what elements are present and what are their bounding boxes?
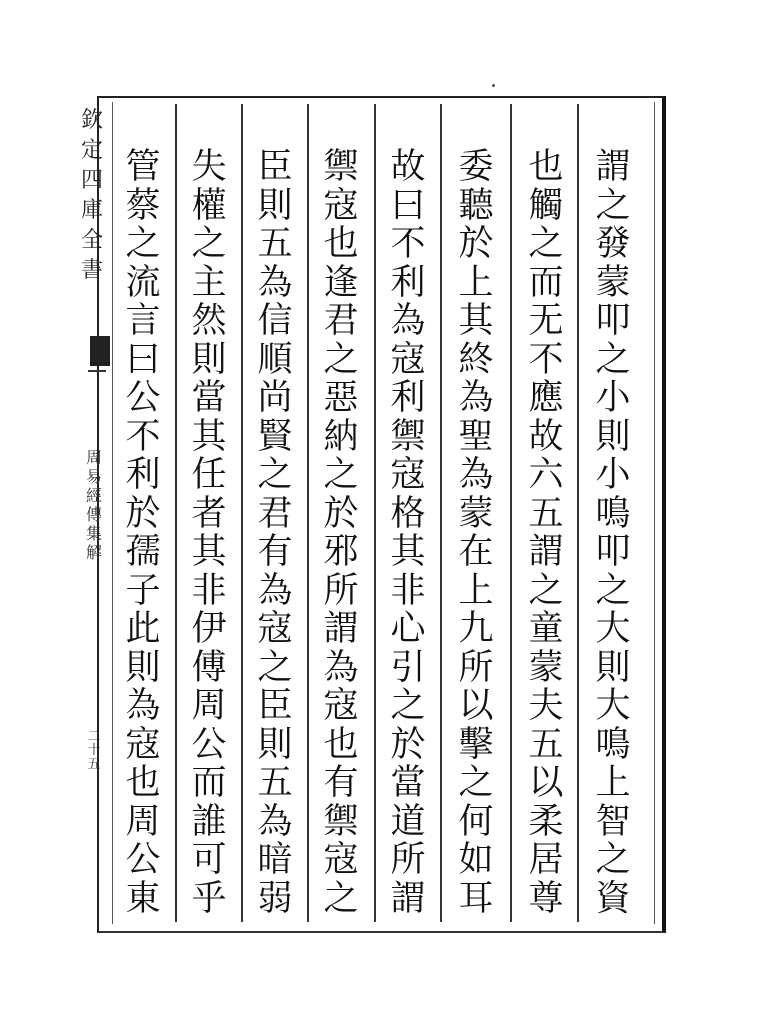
character: 蒙 xyxy=(595,262,631,303)
character: 耳 xyxy=(458,878,494,919)
character: 東 xyxy=(125,878,161,919)
character: 五 xyxy=(257,763,293,803)
character: 終 xyxy=(458,339,494,380)
character: 大 xyxy=(595,609,631,649)
character: 然 xyxy=(191,301,227,341)
character: 解 xyxy=(85,543,102,562)
character: 在 xyxy=(458,532,494,572)
character: 公 xyxy=(125,378,161,418)
character: 寇 xyxy=(390,339,426,380)
character: 所 xyxy=(390,840,426,880)
character: 公 xyxy=(125,840,161,880)
character: 則 xyxy=(191,339,227,380)
character: 无 xyxy=(528,301,564,341)
margin-page-number xyxy=(84,730,104,772)
margin-book-title xyxy=(78,106,106,286)
character: 於 xyxy=(125,493,161,534)
character: 為 xyxy=(257,262,293,303)
character: 以 xyxy=(528,763,564,803)
column-rule xyxy=(440,104,442,922)
fishtail-rule xyxy=(88,370,106,372)
character: 寇 xyxy=(390,455,426,495)
character: 禦 xyxy=(323,147,359,187)
fishtail-mark xyxy=(90,336,110,366)
character: 惡 xyxy=(323,378,359,418)
character: 臣 xyxy=(257,686,293,726)
character: 非 xyxy=(390,570,426,611)
character: 謂 xyxy=(323,609,359,649)
character: 發 xyxy=(595,224,631,264)
character: 之 xyxy=(595,339,631,380)
character: 蔡 xyxy=(125,185,161,226)
character: 謂 xyxy=(390,878,426,919)
character: 道 xyxy=(390,801,426,842)
character: 之 xyxy=(458,763,494,803)
character: 故 xyxy=(390,147,426,187)
character: 小 xyxy=(595,455,631,495)
character: 蒙 xyxy=(458,493,494,534)
character: 逢 xyxy=(323,262,359,303)
text-column-2 xyxy=(523,147,569,920)
character: 所 xyxy=(458,647,494,688)
character: 其 xyxy=(191,416,227,457)
character: 伊 xyxy=(191,609,227,649)
character: 禦 xyxy=(323,801,359,842)
character: 主 xyxy=(191,262,227,303)
character: 納 xyxy=(323,416,359,457)
character: 當 xyxy=(191,378,227,418)
column-rule xyxy=(241,104,243,922)
character: 為 xyxy=(323,647,359,688)
character: 五 xyxy=(87,757,101,772)
column-rule xyxy=(510,104,512,922)
character: 何 xyxy=(458,801,494,842)
character: 欽 xyxy=(80,108,103,133)
text-column-1 xyxy=(590,147,636,920)
character: 任 xyxy=(191,455,227,495)
character: 夫 xyxy=(528,686,564,726)
character: 觸 xyxy=(528,185,564,226)
character: 順 xyxy=(257,339,293,380)
character: 管 xyxy=(125,147,161,187)
character: 上 xyxy=(458,262,494,303)
character: 童 xyxy=(528,609,564,649)
scan-speck xyxy=(492,84,495,87)
character: 易 xyxy=(85,467,102,486)
character: 為 xyxy=(458,455,494,495)
character: 之 xyxy=(528,224,564,264)
character: 寇 xyxy=(323,840,359,880)
character: 不 xyxy=(125,416,161,457)
character: 所 xyxy=(323,570,359,611)
character: 書 xyxy=(80,258,103,283)
character: 之 xyxy=(323,878,359,919)
character: 之 xyxy=(125,224,161,264)
character: 謂 xyxy=(528,532,564,572)
character: 則 xyxy=(257,724,293,765)
character: 可 xyxy=(191,840,227,880)
character: 曰 xyxy=(390,185,426,226)
character: 集 xyxy=(85,524,102,543)
character: 利 xyxy=(390,378,426,418)
character: 寇 xyxy=(323,185,359,226)
text-column-8 xyxy=(120,147,166,920)
character: 寇 xyxy=(323,686,359,726)
character: 之 xyxy=(323,339,359,380)
character: 為 xyxy=(257,570,293,611)
character: 之 xyxy=(595,570,631,611)
margin-chapter-title xyxy=(82,448,106,562)
character: 非 xyxy=(191,570,227,611)
character: 五 xyxy=(528,493,564,534)
character: 之 xyxy=(390,686,426,726)
character: 傅 xyxy=(191,647,227,688)
character: 叩 xyxy=(595,532,631,572)
character: 委 xyxy=(458,147,494,187)
character: 資 xyxy=(595,878,631,919)
character: 其 xyxy=(390,532,426,572)
character: 之 xyxy=(191,224,227,264)
character: 聽 xyxy=(458,185,494,226)
character: 之 xyxy=(257,455,293,495)
character: 有 xyxy=(323,763,359,803)
character: 權 xyxy=(191,185,227,226)
character: 孺 xyxy=(125,532,161,572)
character: 為 xyxy=(458,378,494,418)
character: 也 xyxy=(323,224,359,264)
character: 失 xyxy=(191,147,227,187)
character: 則 xyxy=(595,647,631,688)
character: 引 xyxy=(390,647,426,688)
character: 也 xyxy=(323,724,359,765)
character: 弱 xyxy=(257,878,293,919)
character: 鳴 xyxy=(595,493,631,534)
character: 為 xyxy=(390,301,426,341)
character: 公 xyxy=(191,724,227,765)
character: 利 xyxy=(390,262,426,303)
character: 定 xyxy=(80,138,103,163)
character: 周 xyxy=(85,448,102,467)
character: 言 xyxy=(125,301,161,341)
text-column-5 xyxy=(318,147,364,920)
text-column-6 xyxy=(252,147,298,920)
character: 不 xyxy=(390,224,426,264)
character: 擊 xyxy=(458,724,494,765)
character: 上 xyxy=(595,763,631,803)
character: 鳴 xyxy=(595,724,631,765)
character: 尚 xyxy=(257,378,293,418)
character: 智 xyxy=(595,801,631,842)
character: 臣 xyxy=(257,147,293,187)
character: 庫 xyxy=(80,198,103,223)
character: 其 xyxy=(191,532,227,572)
column-rule xyxy=(577,104,579,922)
character: 五 xyxy=(528,724,564,765)
character: 之 xyxy=(595,840,631,880)
character: 寇 xyxy=(125,724,161,765)
character: 故 xyxy=(528,416,564,457)
character: 為 xyxy=(125,686,161,726)
character: 謂 xyxy=(595,147,631,187)
character: 柔 xyxy=(528,801,564,842)
character: 邪 xyxy=(323,532,359,572)
character: 六 xyxy=(528,455,564,495)
character: 於 xyxy=(323,493,359,534)
character: 賢 xyxy=(257,416,293,457)
character: 也 xyxy=(528,147,564,187)
character: 流 xyxy=(125,262,161,303)
character: 四 xyxy=(80,168,103,193)
character: 以 xyxy=(458,686,494,726)
character: 上 xyxy=(458,570,494,611)
character: 寇 xyxy=(257,609,293,649)
character: 周 xyxy=(125,801,161,842)
character: 禦 xyxy=(390,416,426,457)
character: 者 xyxy=(191,493,227,534)
character: 有 xyxy=(257,532,293,572)
character: 為 xyxy=(257,801,293,842)
character: 於 xyxy=(458,224,494,264)
character: 心 xyxy=(390,609,426,649)
character: 信 xyxy=(257,301,293,341)
character: 二 xyxy=(87,729,101,744)
character: 之 xyxy=(595,185,631,226)
character: 居 xyxy=(528,840,564,880)
character: 則 xyxy=(257,185,293,226)
character: 利 xyxy=(125,455,161,495)
character: 經 xyxy=(85,486,102,505)
character: 而 xyxy=(528,262,564,303)
character: 小 xyxy=(595,378,631,418)
character: 不 xyxy=(528,339,564,380)
character: 乎 xyxy=(191,878,227,919)
character: 尊 xyxy=(528,878,564,919)
character: 君 xyxy=(257,493,293,534)
character: 曰 xyxy=(125,339,161,380)
column-rule xyxy=(374,104,376,922)
character: 而 xyxy=(191,763,227,803)
character: 君 xyxy=(323,301,359,341)
character: 大 xyxy=(595,686,631,726)
character: 聖 xyxy=(458,416,494,457)
character: 當 xyxy=(390,763,426,803)
character: 應 xyxy=(528,378,564,418)
character: 暗 xyxy=(257,840,293,880)
character: 十 xyxy=(87,743,101,758)
character: 周 xyxy=(191,686,227,726)
character: 五 xyxy=(257,224,293,264)
character: 之 xyxy=(323,455,359,495)
character: 其 xyxy=(458,301,494,341)
character: 之 xyxy=(257,647,293,688)
text-column-3 xyxy=(453,147,499,920)
character: 於 xyxy=(390,724,426,765)
character: 傳 xyxy=(85,505,102,524)
character: 全 xyxy=(80,228,103,253)
character: 則 xyxy=(125,647,161,688)
character: 蒙 xyxy=(528,647,564,688)
character: 也 xyxy=(125,763,161,803)
column-rule xyxy=(307,104,309,922)
character: 九 xyxy=(458,609,494,649)
text-column-4 xyxy=(385,147,431,920)
text-column-7 xyxy=(186,147,232,920)
character: 之 xyxy=(528,570,564,611)
character: 則 xyxy=(595,416,631,457)
character: 此 xyxy=(125,609,161,649)
character: 格 xyxy=(390,493,426,534)
character: 誰 xyxy=(191,801,227,842)
character: 子 xyxy=(125,570,161,611)
character: 叩 xyxy=(595,301,631,341)
column-rule xyxy=(175,104,177,922)
character: 如 xyxy=(458,840,494,880)
